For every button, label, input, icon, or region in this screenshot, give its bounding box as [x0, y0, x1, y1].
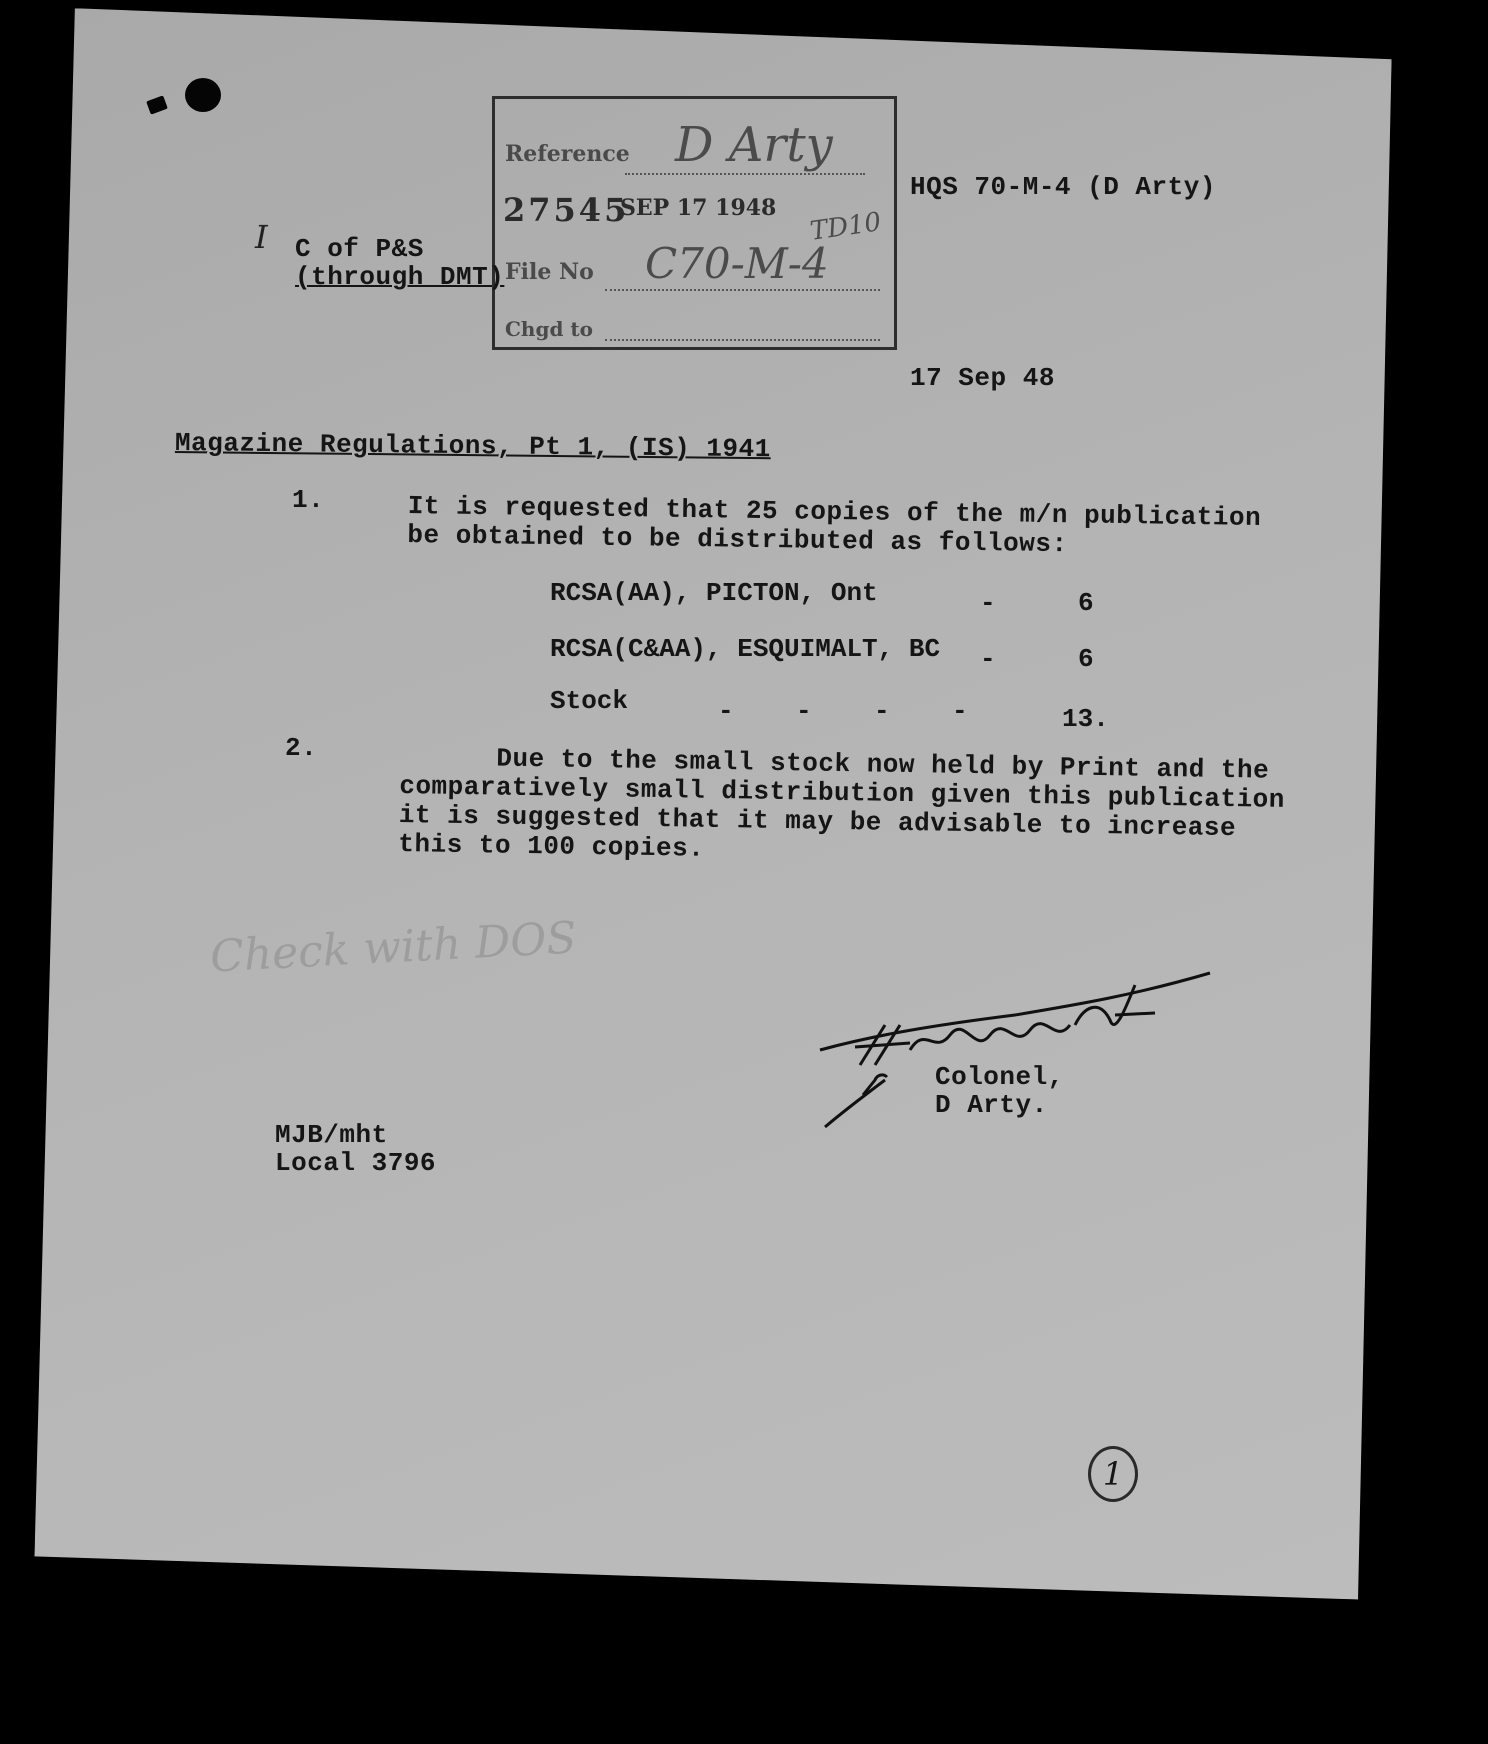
signature-appointment: D Arty.	[935, 1090, 1048, 1120]
stamp-number: 27545	[503, 191, 630, 229]
stamp-reference-handwritten: D Arty	[675, 117, 833, 173]
distribution-dash: -	[980, 588, 996, 618]
stamp-file-label: File No	[505, 259, 594, 285]
page-number: 1	[1088, 1446, 1138, 1502]
distribution-unit: RCSA(AA), PICTON, Ont	[550, 578, 878, 608]
distribution-unit: Stock	[550, 686, 629, 716]
typist-initials: MJB/mht	[275, 1120, 388, 1150]
distribution-dash: -	[980, 644, 996, 674]
signature-rank: Colonel,	[935, 1062, 1064, 1092]
stamp-chgd-label: Chgd to	[505, 317, 593, 341]
distribution-unit: RCSA(C&AA), ESQUIMALT, BC	[550, 634, 941, 664]
addressee: C of P&S	[295, 234, 424, 264]
distribution-qty: 6	[1078, 644, 1094, 674]
para-1-number: 1.	[292, 485, 325, 515]
subject-line: Magazine Regulations, Pt 1, (IS) 1941	[174, 428, 771, 465]
stamp-chgd-line	[605, 339, 880, 341]
stamp-file-handwritten: C70-M-4	[645, 239, 829, 288]
file-reference: HQS 70-M-4 (D Arty)	[910, 172, 1216, 202]
margin-note: TD10	[808, 207, 884, 247]
memo-date: 17 Sep 48	[910, 363, 1055, 393]
stamp-reference-label: Reference	[505, 141, 630, 167]
roman-mark: I	[255, 218, 268, 256]
ink-blot-large	[185, 78, 221, 112]
local-extension: Local 3796	[275, 1148, 437, 1178]
stamp-date: SEP 17 1948	[620, 195, 777, 221]
distribution-qty: 13.	[1062, 704, 1109, 734]
para-2-text: Due to the small stock now held by Print and the comparatively small distribution given this publication it is suggested that it may be advisable to increase this to 100 copies.	[398, 742, 1286, 864]
pencil-note: Check with DOS	[208, 912, 578, 983]
distribution-qty: 6	[1078, 588, 1094, 618]
stamp-reference-line	[625, 173, 865, 175]
stamp-file-line	[605, 289, 880, 291]
para-2-number: 2.	[285, 733, 318, 763]
distribution-dash: - - - -	[718, 696, 968, 726]
addressee-through: (through DMT)	[295, 262, 505, 292]
para-1-text: It is requested that 25 copies of the m/n publication be obtained to be distributed as follows:	[407, 491, 1262, 560]
